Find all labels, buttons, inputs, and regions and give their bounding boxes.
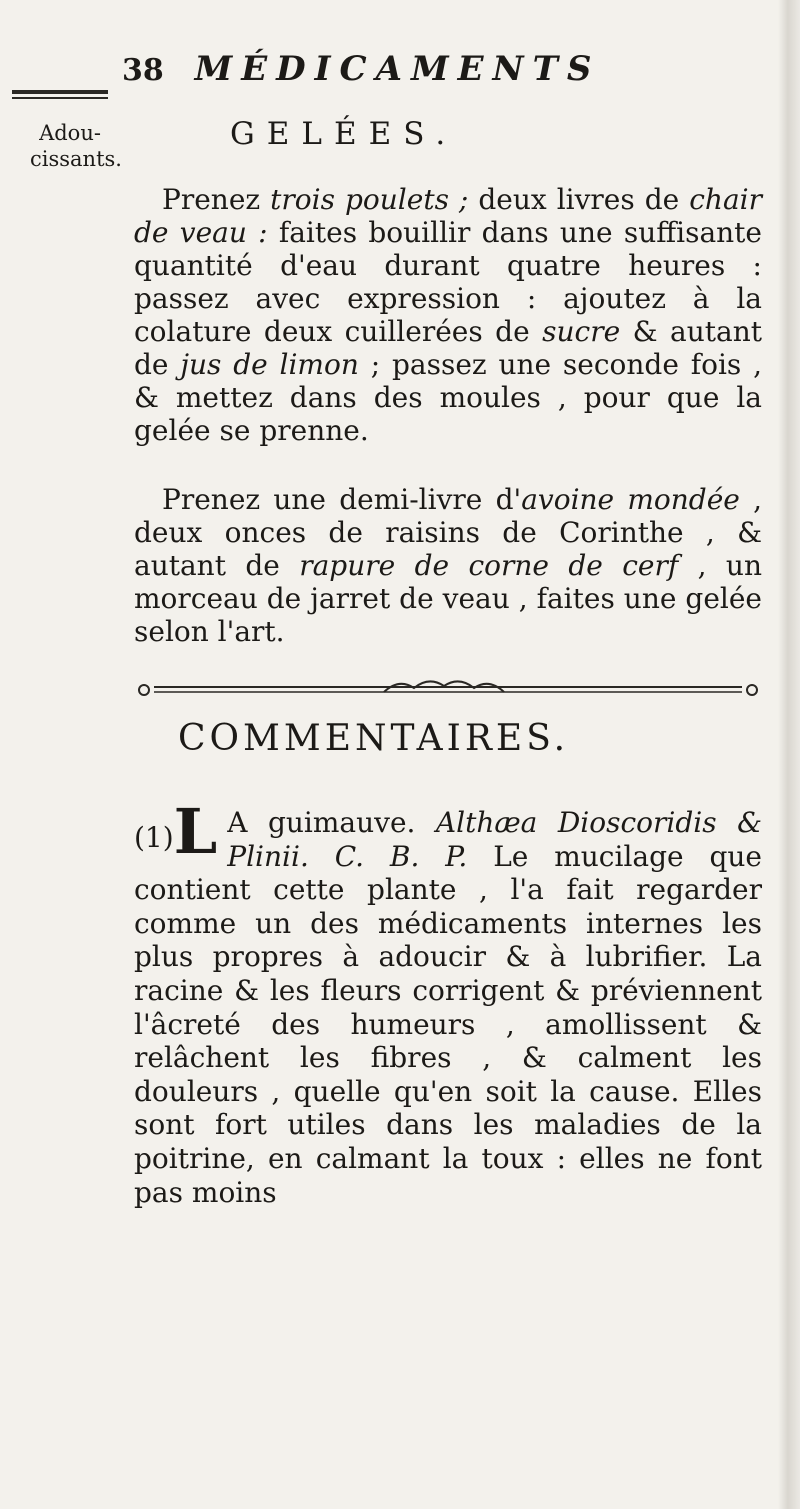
text-segment: sucre — [542, 315, 621, 348]
commentary-text — [134, 806, 762, 1209]
commentary-paragraph — [134, 795, 762, 1209]
section-title: GELÉES. — [230, 116, 458, 152]
margin-note: Adou-cissants. — [30, 121, 122, 171]
note-number: (1) — [134, 821, 174, 854]
text-segment: , un morceau de jarret de veau , faites une gelée selon l'art. — [134, 549, 762, 648]
running-title: MÉDICAMENTS — [194, 49, 601, 89]
text-segment: chair de veau : — [134, 183, 762, 249]
text-segment: Le mucilage que contient cette plante , l'a fait regarder comme un des médicaments internes les plus propres à adoucir & à lubrifier. La racine & les fleurs corrigent & préviennent l'âcreté des humeurs , amollissent & relâchent les fibres , & calment les douleurs , quelle qu'en soit la cause. Elles sont fort utiles dans les maladies de la poitrine, en calmant la toux : elles ne font pas moins — [134, 839, 762, 1209]
text-segment: deux livres de — [468, 183, 690, 216]
text-segment: , deux onces de raisins de Corinthe , & autant de — [134, 483, 762, 582]
text-segment: faites bouillir dans une suffisante quantité d'eau durant quatre heures : passez avec expression : ajoutez à la colature deux cuillerées de — [134, 216, 762, 348]
text-segment: Althæa Dioscoridis & Plinii. C. B. P. — [227, 806, 762, 873]
drop-cap-letter: L — [173, 795, 218, 868]
text-segment: & autant de — [134, 315, 762, 381]
text-segment: avoine mondée — [521, 483, 740, 516]
text-segment: rapure de corne de cerf — [299, 549, 679, 582]
header-rule-thin — [12, 97, 108, 99]
page-edge-shadow — [778, 0, 800, 1509]
header-rule — [12, 90, 108, 94]
recipe-paragraph-2 — [134, 483, 762, 648]
running-header — [122, 49, 642, 89]
page-number: 38 — [122, 53, 164, 88]
recipe-2-text — [134, 483, 762, 648]
recipe-paragraph-1 — [134, 183, 762, 447]
text-segment: A guimauve. — [227, 806, 436, 839]
text-segment: jus de limon — [180, 348, 359, 381]
commentaries-heading: COMMENTAIRES. — [178, 718, 570, 759]
drop-cap — [134, 795, 218, 868]
text-segment: ; passez une seconde fois , & mettez dans des moules , pour que la gelée se prenne. — [134, 348, 762, 447]
ornamental-divider — [134, 678, 762, 702]
text-segment: Prenez une demi-livre d' — [162, 483, 522, 516]
text-segment: Prenez — [162, 183, 271, 216]
recipe-1-text — [134, 183, 762, 447]
text-segment: trois poulets ; — [270, 183, 469, 216]
